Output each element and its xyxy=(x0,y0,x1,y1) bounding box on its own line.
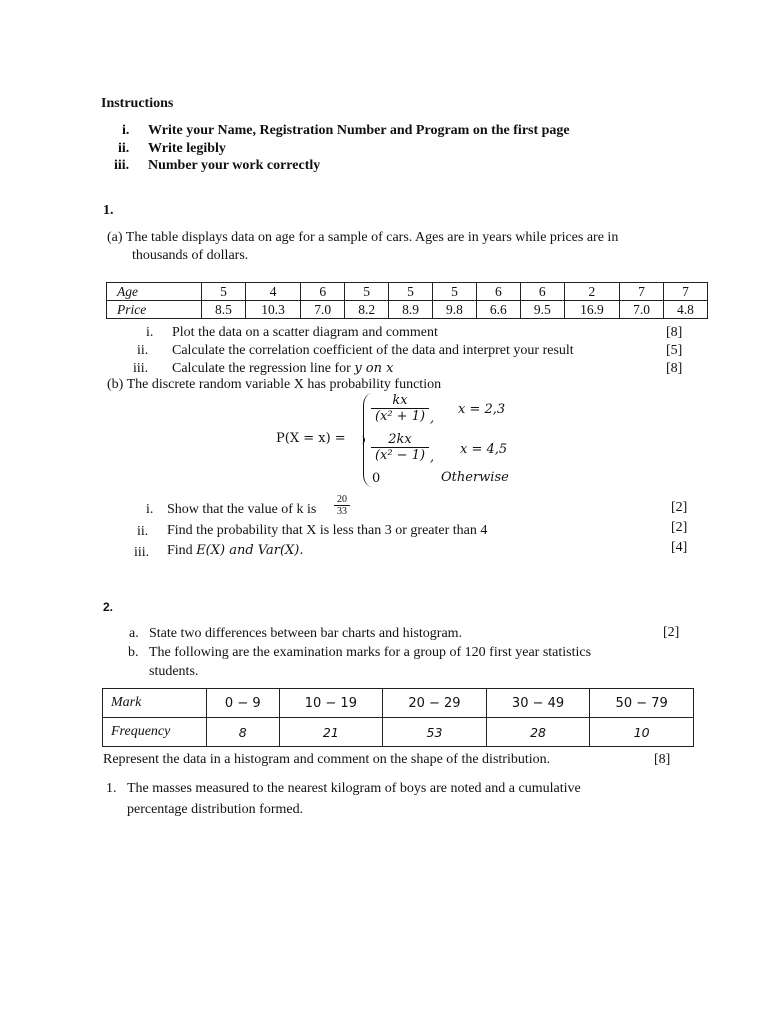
price-cell: 9.5 xyxy=(520,301,564,319)
price-cell: 9.8 xyxy=(432,301,476,319)
age-cell: 6 xyxy=(301,283,345,301)
case3-value: 0 xyxy=(372,471,381,486)
mark-cell: 0 − 9 xyxy=(207,689,280,718)
instruction-number: ii. xyxy=(118,141,130,156)
price-cell: 8.5 xyxy=(202,301,246,319)
item-label: a. xyxy=(129,626,139,641)
task-marks: [2] xyxy=(671,500,688,515)
table-row xyxy=(107,301,708,319)
age-cell: 5 xyxy=(432,283,476,301)
case2-comma: , xyxy=(430,450,435,465)
table-row xyxy=(103,718,694,747)
question-number: 2. xyxy=(103,600,114,614)
price-cell: 4.8 xyxy=(663,301,707,319)
question-number: 1. xyxy=(103,203,114,218)
instruction-number: iii. xyxy=(114,158,130,173)
case1-comma: , xyxy=(430,411,435,426)
mark-cell: 50 − 79 xyxy=(590,689,694,718)
frequency-cell: 10 xyxy=(590,718,694,747)
task-marks: [8] xyxy=(666,325,683,340)
case1-condition: x = 2,3 xyxy=(458,402,506,417)
instruction-number: i. xyxy=(122,123,130,138)
row-header-price: Price xyxy=(107,301,202,319)
task-text: Show that the value of k is xyxy=(167,502,317,517)
age-cell: 5 xyxy=(389,283,433,301)
item-marks: [2] xyxy=(663,625,680,640)
task-text: Find the probability that X is less than 3 or greater than 4 xyxy=(167,523,488,538)
table-row xyxy=(107,283,708,301)
marks-frequency-table xyxy=(102,688,694,747)
task-text: Calculate the correlation coefficient of the data and interpret your result xyxy=(172,343,574,358)
mark-cell: 30 − 49 xyxy=(486,689,590,718)
row-header-age: Age xyxy=(107,283,202,301)
k-fraction-numerator: 20 xyxy=(337,494,347,505)
age-cell: 5 xyxy=(202,283,246,301)
task-number: iii. xyxy=(134,545,150,560)
age-cell: 4 xyxy=(245,283,300,301)
task-math: E(X) and Var(X). xyxy=(196,543,304,558)
instruction-text: Number your work correctly xyxy=(148,158,321,173)
k-fraction-denominator: 33 xyxy=(334,505,350,517)
age-cell: 2 xyxy=(564,283,619,301)
task-number: iii. xyxy=(133,361,149,376)
frequency-cell: 21 xyxy=(279,718,383,747)
task-marks: [8] xyxy=(666,361,683,376)
price-cell: 8.2 xyxy=(345,301,389,319)
price-cell: 7.0 xyxy=(301,301,345,319)
age-cell: 6 xyxy=(476,283,520,301)
price-cell: 10.3 xyxy=(245,301,300,319)
price-cell: 6.6 xyxy=(476,301,520,319)
item-label: b. xyxy=(128,645,139,660)
age-cell: 7 xyxy=(663,283,707,301)
left-brace-tip xyxy=(356,436,365,444)
task-text: Plot the data on a scatter diagram and comment xyxy=(172,325,438,340)
frequency-cell: 28 xyxy=(486,718,590,747)
represent-text: Represent the data in a histogram and comment on the shape of the distribution. xyxy=(103,752,551,767)
table-row xyxy=(103,689,694,718)
probability-function-lhs: P(X = x) = xyxy=(276,431,346,446)
age-cell: 5 xyxy=(345,283,389,301)
price-cell: 7.0 xyxy=(620,301,664,319)
price-cell: 8.9 xyxy=(389,301,433,319)
case2-condition: x = 4,5 xyxy=(460,442,508,457)
represent-marks: [8] xyxy=(654,752,671,767)
item-text-line1: The masses measured to the nearest kilogram of boys are noted and a cumulative xyxy=(127,781,581,796)
age-cell: 6 xyxy=(520,283,564,301)
case2-fraction xyxy=(371,432,429,463)
item-text-line2: students. xyxy=(149,664,199,679)
case1-denominator: (x² + 1) xyxy=(371,408,429,424)
case3-condition: Otherwise xyxy=(441,470,509,485)
frequency-cell: 53 xyxy=(383,718,487,747)
part-a-line2: thousands of dollars. xyxy=(132,248,249,263)
mark-cell: 20 − 29 xyxy=(383,689,487,718)
row-header-frequency: Frequency xyxy=(103,718,207,747)
frequency-cell: 8 xyxy=(207,718,280,747)
task-text: Find xyxy=(167,543,197,558)
task-number: i. xyxy=(146,502,154,517)
item-text-line1: The following are the examination marks for a group of 120 first year statistics xyxy=(149,645,592,660)
case1-fraction xyxy=(371,393,429,424)
case2-numerator: 2kx xyxy=(388,432,412,447)
item-text-line2: percentage distribution formed. xyxy=(127,802,304,817)
case2-denominator: (x² − 1) xyxy=(371,447,429,463)
task-number: ii. xyxy=(137,524,149,539)
task-marks: [2] xyxy=(671,520,688,535)
mark-cell: 10 − 19 xyxy=(279,689,383,718)
item-number: 1. xyxy=(106,781,117,796)
task-marks: [4] xyxy=(671,540,688,555)
instruction-text: Write legibly xyxy=(148,141,226,156)
age-cell: 7 xyxy=(620,283,664,301)
price-cell: 16.9 xyxy=(564,301,619,319)
item-text: State two differences between bar charts and histogram. xyxy=(149,626,463,641)
part-a-line1: (a) The table displays data on age for a sample of cars. Ages are in years while prices are in xyxy=(107,230,619,245)
task-number: i. xyxy=(146,325,154,340)
k-fraction xyxy=(334,494,350,517)
task-math: y on x xyxy=(354,361,394,376)
instructions-heading: Instructions xyxy=(101,96,174,111)
task-number: ii. xyxy=(137,343,149,358)
row-header-mark: Mark xyxy=(103,689,207,718)
task-marks: [5] xyxy=(666,343,683,358)
task-text: Calculate the regression line for xyxy=(172,361,355,376)
part-b-intro: (b) The discrete random variable X has probability function xyxy=(107,377,442,392)
case1-numerator: kx xyxy=(392,393,408,408)
age-price-table xyxy=(106,282,708,319)
instruction-text: Write your Name, Registration Number and Program on the first page xyxy=(148,123,570,138)
